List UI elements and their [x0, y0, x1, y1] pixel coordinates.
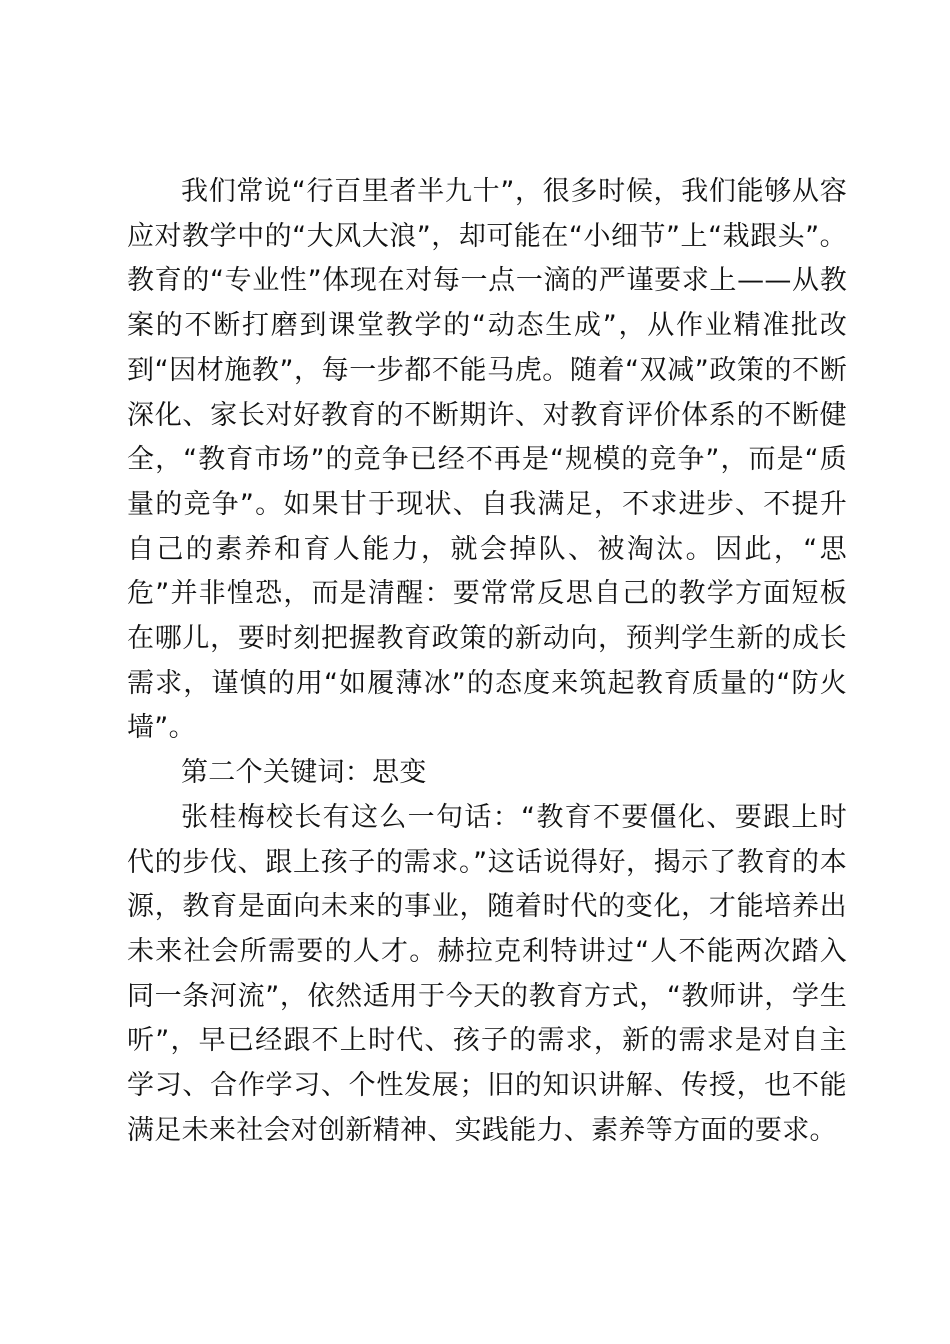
paragraph-si-bian: 张桂梅校长有这么一句话：“教育不要僵化、要跟上时代的步伐、跟上孩子的需求。”这话说得好，揭示了教育的本源，教育是面向未来的事业，随着时代的变化，才能培养出未来社会所需要的人才。赫拉克利特讲过“人不能两次踏入同一条河流”，依然适用于今天的教育方式，“教师讲，学生听”，早已经跟不上时代、孩子的需求，新的需求是对自主学习、合作学习、个性发展；旧的知识讲解、传授，也不能满足未来社会对创新精神、实践能力、素养等方面的要求。: [127, 801, 847, 1146]
paragraph-si-wei: 我们常说“行百里者半九十”，很多时候，我们能够从容应对教学中的“大风大浪”，却可能在“小细节”上“栽跟头”。教育的“专业性”体现在对每一点一滴的严谨要求上——从教案的不断打磨到课堂教学的“动态生成”，从作业精准批改到“因材施教”，每一步都不能马虎。随着“双减”政策的不断深化、家长对好教育的不断期许、对教育评价体系的不断健全，“教育市场”的竞争已经不再是“规模的竞争”，而是“质量的竞争”。如果甘于现状、自我满足，不求进步、不提升自己的素养和育人能力，就会掉队、被淘汰。因此，“思危”并非惶恐，而是清醒：要常常反思自己的教学方面短板在哪儿，要时刻把握教育政策的新动向，预判学生新的成长需求，谨慎的用“如履薄冰”的态度来筑起教育质量的“防火墙”。: [127, 176, 847, 744]
section-heading-si-bian: 第二个关键词：思变: [181, 757, 427, 789]
document-body: [127, 170, 847, 1153]
